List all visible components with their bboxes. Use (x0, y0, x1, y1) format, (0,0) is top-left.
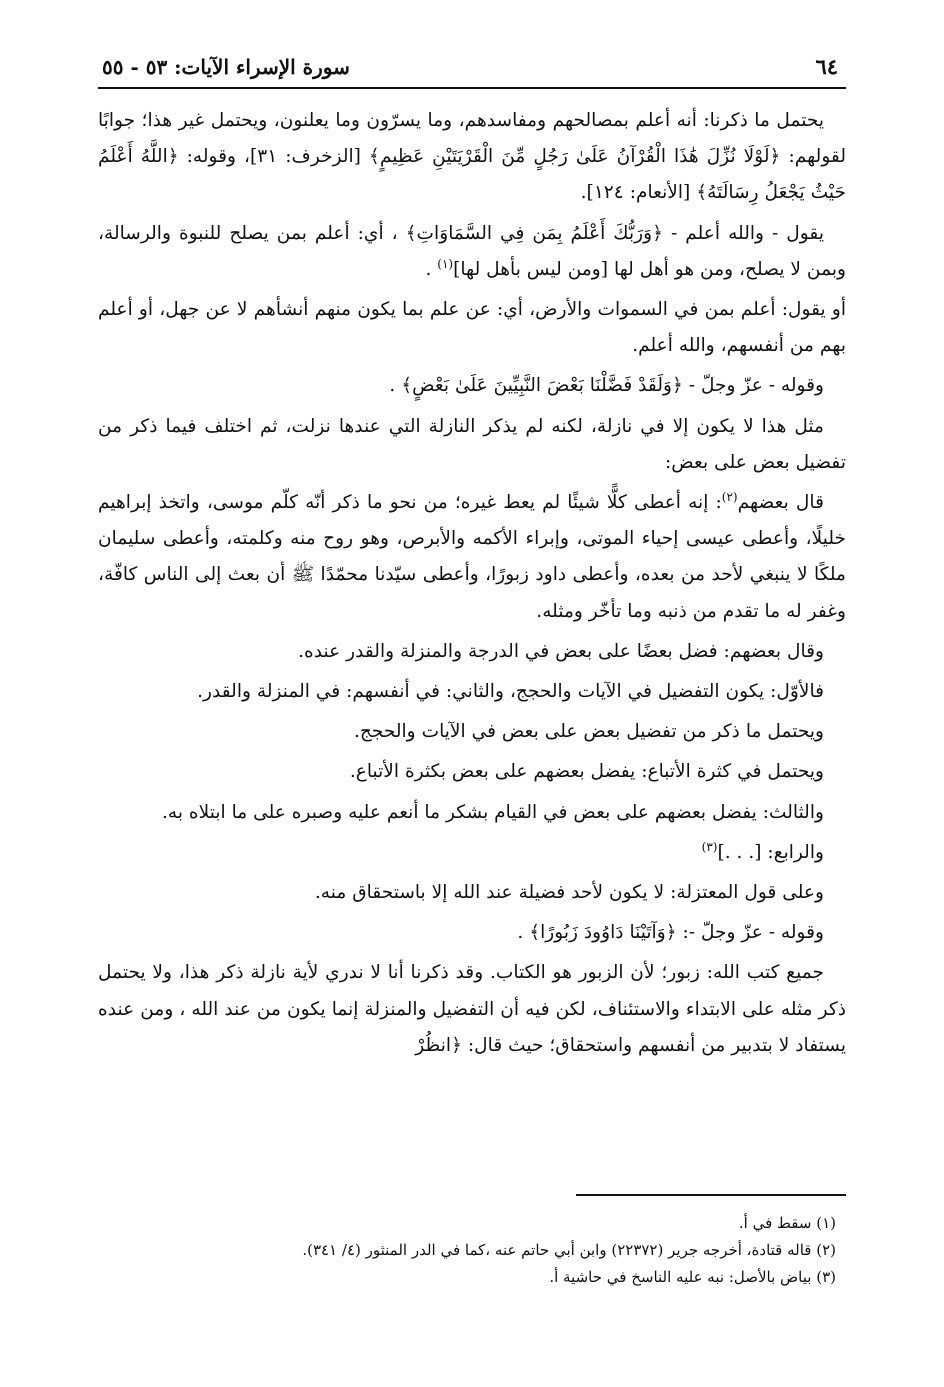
footnote-ref: (٢) (721, 489, 738, 504)
paragraph: وعلى قول المعتزلة: لا يكون لأحد فضيلة عند الله إلا باستحقاق منه. (314, 882, 824, 904)
book-page (98, 50, 847, 1286)
paragraph: وقوله - عزّ وجلّ -: ﴿وَآتَيْنَا دَاوُودَ زَبُورًا﴾ . (517, 922, 824, 944)
paragraph: والرابع: [. . .]$^{(٣)}$ (701, 839, 824, 863)
paragraph: أو يقول: أعلم بمن في السموات والأرض، أي: عن علم بما يكون منهم أنشأهم لا عن جهل، أو أعلم بهم من أنفسهم، والله أعلم. (98, 299, 846, 357)
page-number: ٦٤ (815, 54, 838, 79)
paragraph: فالأوّل: يكون التفضيل في الآيات والحجج، والثاني: في أنفسهم: في المنزلة والقدر. (197, 681, 824, 703)
footnotes (98, 1210, 846, 1291)
paragraph: ويحتمل ما ذكر من تفضيل بعض على بعض في الآيات والحجج. (353, 721, 824, 743)
paragraph: قال بعضهم$^{(٢)}$: إنه أعطى كلًّا شيئًا لم يعط غيره؛ من نحو ما ذكر أنّه كلّم موسى، واتخذ إبراهيم خليلًا، وأعطى عيسى إحياء الموتى، وإبراء الأكمه والأبرص، وهو روح منه وكلمته، وأعطى سليمان ملكًا لا ينبغي لأحد من بعده، وأعطى داود زبورًا، وأعطى سيّدنا محمّدًا ﷺ أن بعث إلى الناس كافّة، وغفر له ما تقدم من ذنبه وما تأخّر ومثله. (98, 489, 846, 622)
page-header (98, 50, 846, 85)
footnote: (٢) قاله قتادة، أخرجه جرير (٢٢٣٧٢) وابن أبي حاتم عنه ،كما في الدر المنثور (٤/ ٣٤١). (302, 1241, 836, 1259)
footnote-ref: (١) (437, 256, 454, 271)
footnote-rule (576, 1194, 846, 1196)
paragraph: وقوله - عزّ وجلّ - ﴿وَلَقَدْ فَضَّلْنَا بَعْضَ النَّبِيِّينَ عَلَىٰ بَعْضٍ﴾ . (389, 375, 824, 397)
main-text (98, 103, 846, 1064)
footnote: (٣) بياض بالأصل: نبه عليه الناسخ في حاشية أ. (549, 1268, 836, 1286)
paragraph: وقال بعضهم: فضل بعضًا على بعض في الدرجة والمنزلة والقدر عنده. (298, 640, 824, 662)
paragraph: ويحتمل في كثرة الأتباع: يفضل بعضهم على بعض بكثرة الأتباع. (349, 761, 824, 783)
paragraph: والثالث: يفضل بعضهم على بعض في القيام بشكر ما أنعم عليه وصبره على ما ابتلاه به. (161, 801, 824, 823)
footnote-ref: (٣) (701, 839, 718, 854)
paragraph: يحتمل ما ذكرنا: أنه أعلم بمصالحهم ومفاسدهم، وما يسرّون وما يعلنون، ويحتمل غير هذا؛ جوابًا لقولهم: ﴿لَوْلَا نُزِّلَ هَٰذَا الْقُرْآنُ عَلَىٰ رَجُلٍ مِّنَ الْقَرْيَتَيْنِ عَظِيمٍ﴾ [الزخرف: ٣١]، وقوله: ﴿اللَّهُ أَعْلَمُ حَيْثُ يَجْعَلُ رِسَالَتَهُ﴾ [الأنعام: ١٢٤]. (98, 110, 847, 204)
header-rule (98, 87, 846, 89)
running-title: سورة الإسراء الآيات: ٥٣ - ٥٥ (102, 55, 350, 79)
paragraph: جميع كتب الله: زبور؛ لأن الزبور هو الكتاب. وقد ذكرنا أنا لا ندري لأية نازلة ذكر هذا، ولا يحتمل ذكر مثله على الابتداء والاستئناف، لكن فيه أن التفضيل والمنزلة إنما يكون من عند الله ، ومن عنده يستفاد لا بتدبير من أنفسهم واستحقاق؛ حيث قال: ﴿انظُرْ (98, 962, 846, 1056)
paragraph: مثل هذا لا يكون إلا في نازلة، لكنه لم يذكر النازلة التي عندها نزلت، ثم اختلف فيما ذكر من تفضيل بعض على بعض: (98, 415, 846, 473)
paragraph: يقول - والله أعلم - ﴿وَرَبُّكَ أَعْلَمُ بِمَن فِي السَّمَاوَاتِ﴾ ، أي: أعلم بمن يصلح للنبوة والرسالة، وبمن لا يصلح، ومن هو أهل لها [ومن ليس بأهل لها]$^{(١)}$ . (98, 222, 846, 280)
footnote: (١) سقط في أ. (738, 1214, 836, 1232)
